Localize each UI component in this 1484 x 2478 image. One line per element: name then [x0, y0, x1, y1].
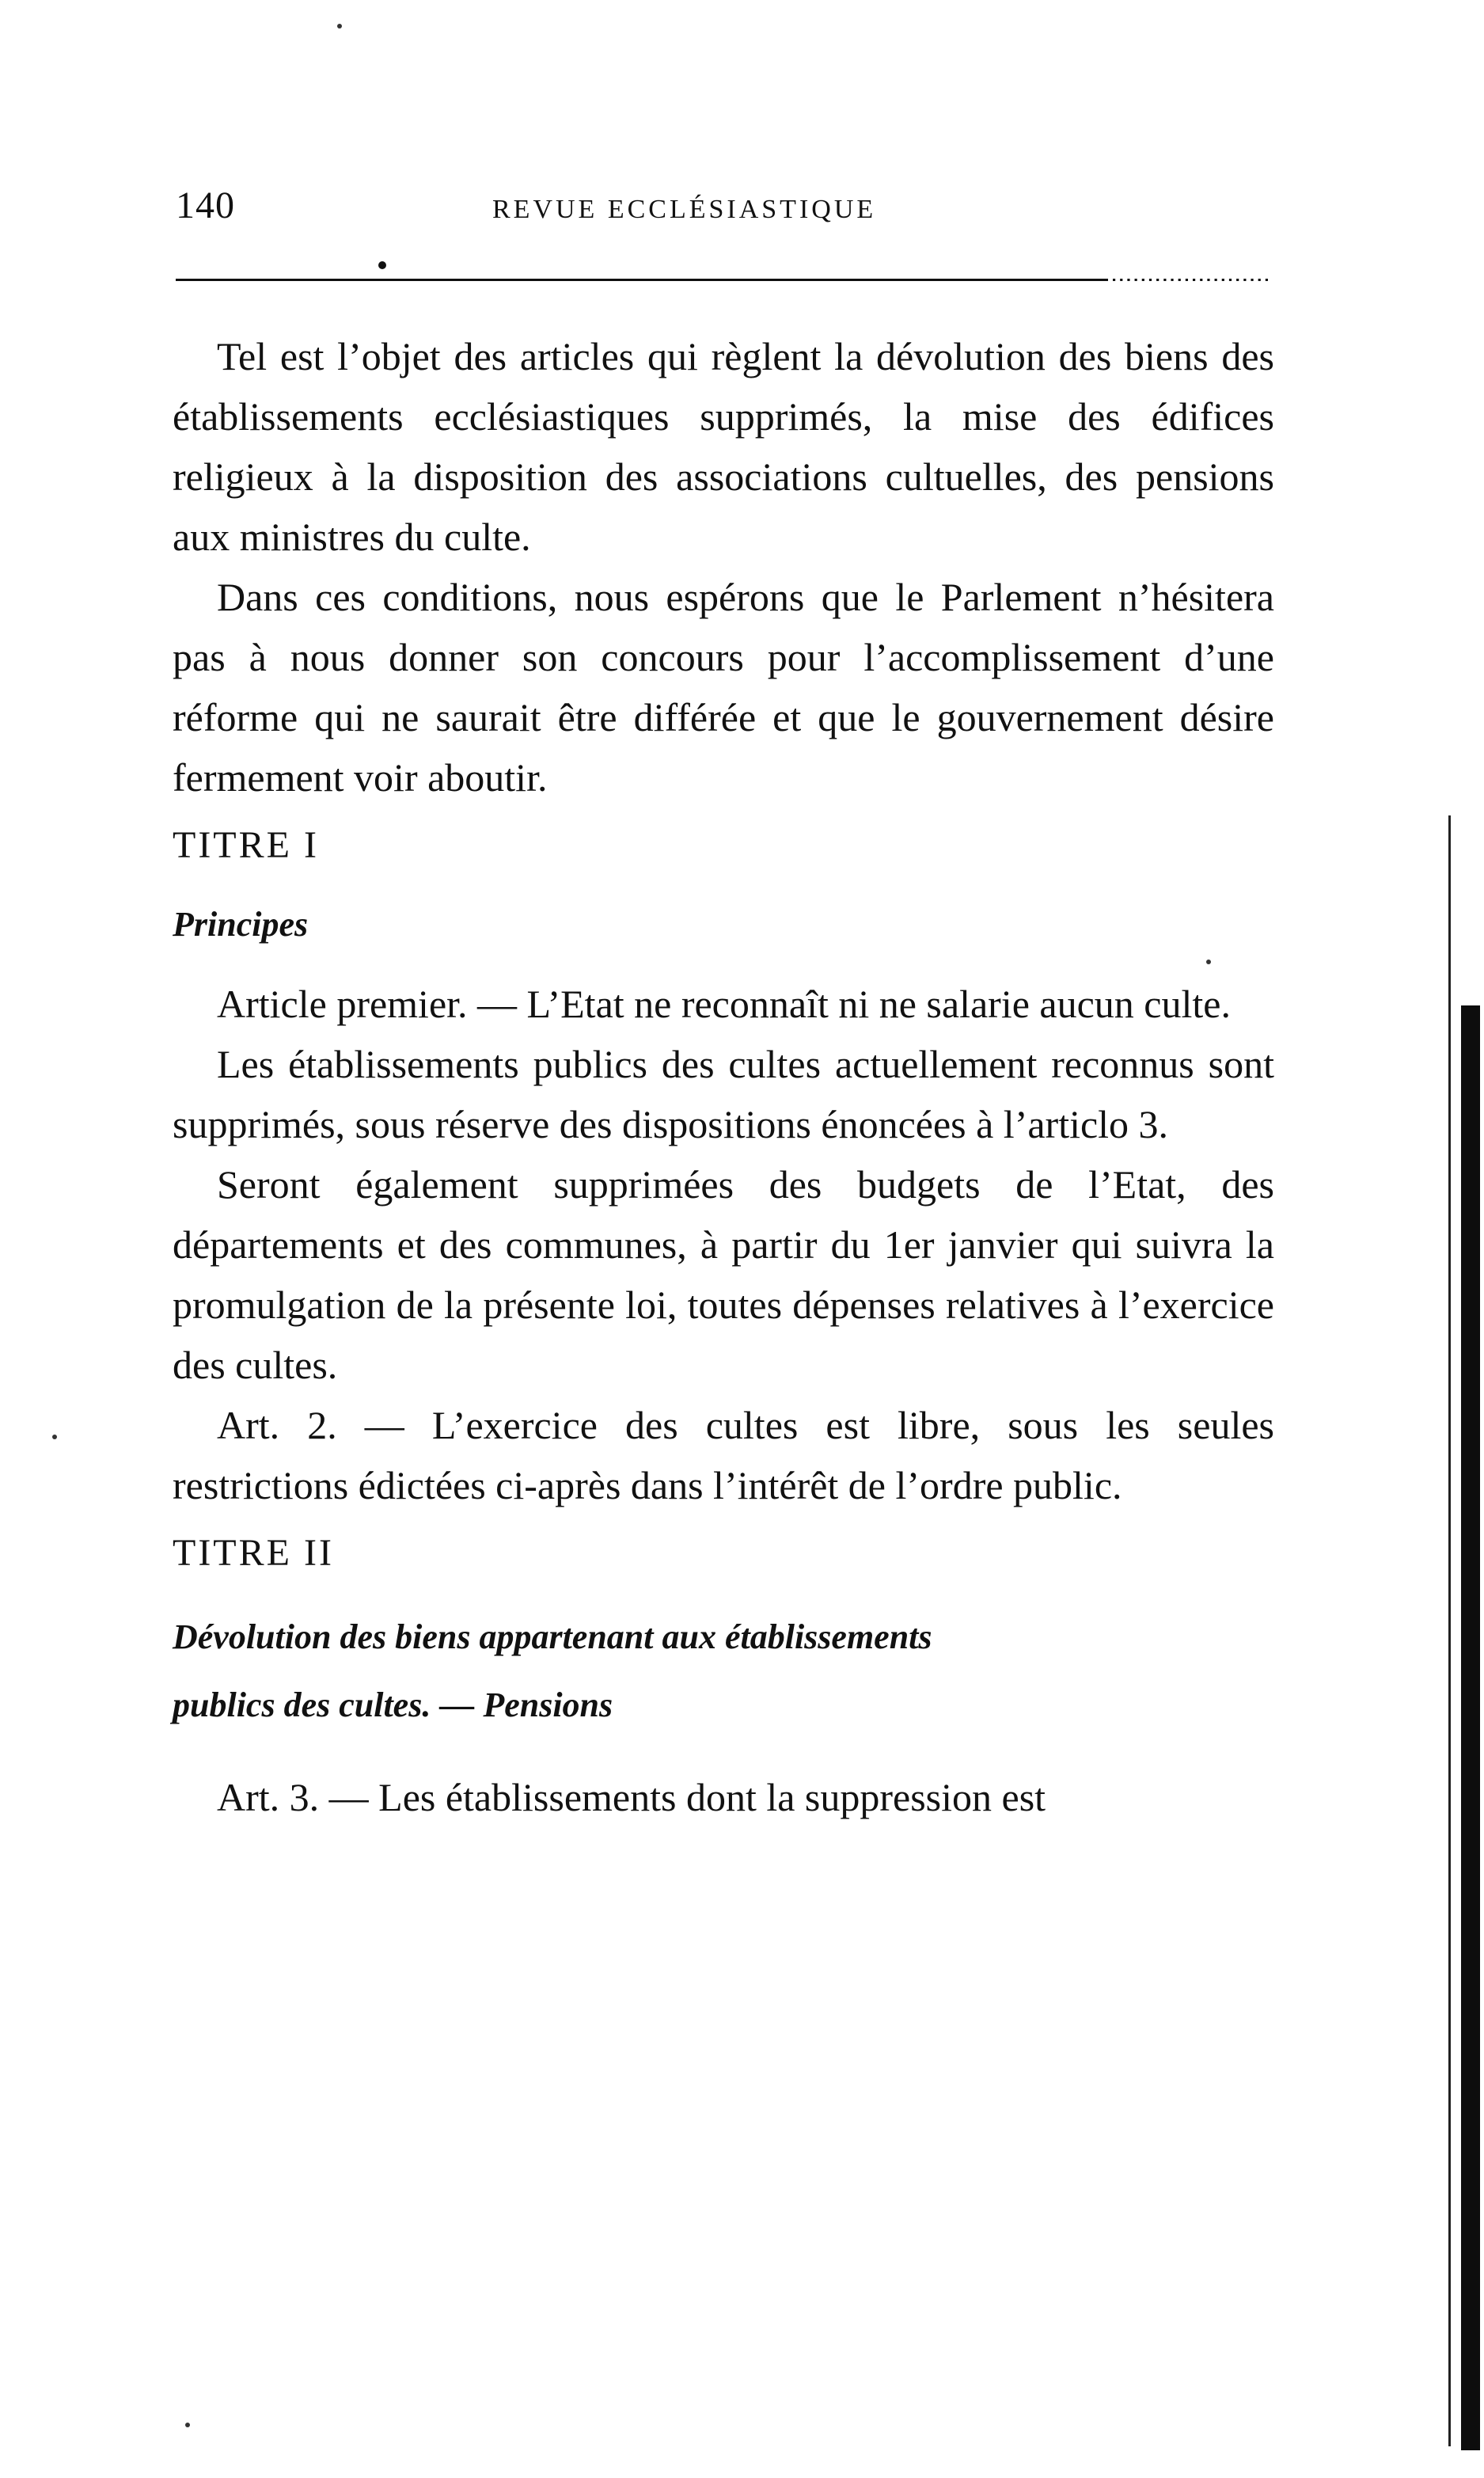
paragraph-intro: Tel est l’objet des articles qui règlent la dévolution des biens des établissements ecclésiastiques supprimés, la mise des édifices religieux à la disposition des associations cultuelles, des pensions aux ministres du culte. — [173, 334, 1274, 559]
scan-speck — [185, 2423, 190, 2427]
rule-dot — [378, 261, 386, 269]
titre-2-subheading-line-1: Dévolution des biens appartenant aux établissements — [173, 1617, 932, 1656]
article-1-paragraph-3: Seront également supprimées des budgets de l’Etat, des départements et des communes, à partir du 1er janvier qui suivra la promulgation de la présente loi, toutes dépenses relatives à l’exercice des cultes. — [173, 1162, 1274, 1387]
article-1-paragraph-2: Les établissements publics des cultes actuellement reconnus sont supprimés, sous réserve des dispositions énoncées à l’articlo 3. — [173, 1042, 1274, 1146]
article-3: Art. 3. — Les établissements dont la suppression est — [217, 1775, 1046, 1819]
scan-speck — [1206, 960, 1211, 964]
scan-speck — [337, 24, 342, 29]
titre-1-subheading: Principes — [173, 905, 309, 944]
titre-2-subheading-line-2: publics des cultes. — Pensions — [173, 1686, 613, 1724]
header-rule-dashed-end — [1108, 279, 1273, 281]
paragraph-conditions: Dans ces conditions, nous espérons que le Parlement n’hésitera pas à nous donner son concours pour l’accomplissement d’une réforme qui ne saurait être différée et que le gouvernement désire fermement voir aboutir. — [173, 575, 1274, 800]
titre-2-heading: TITRE II — [173, 1532, 334, 1574]
scan-speck — [52, 1435, 57, 1439]
page-edge-shadow — [1461, 1005, 1480, 2450]
article-2: Art. 2. — L’exercice des cultes est libre, sous les seules restrictions édictées ci-après dans l’intérêt de l’ordre public. — [173, 1403, 1274, 1507]
page-edge-line — [1448, 815, 1451, 2446]
page-number: 140 — [176, 184, 235, 226]
body-text — [173, 326, 1274, 1827]
titre-1-heading: TITRE I — [173, 824, 319, 866]
running-title: REVUE ECCLÉSIASTIQUE — [492, 195, 877, 224]
article-1: Article premier. — L’Etat ne reconnaît ni ne salarie aucun culte. — [217, 982, 1231, 1026]
page-header — [176, 184, 1273, 239]
